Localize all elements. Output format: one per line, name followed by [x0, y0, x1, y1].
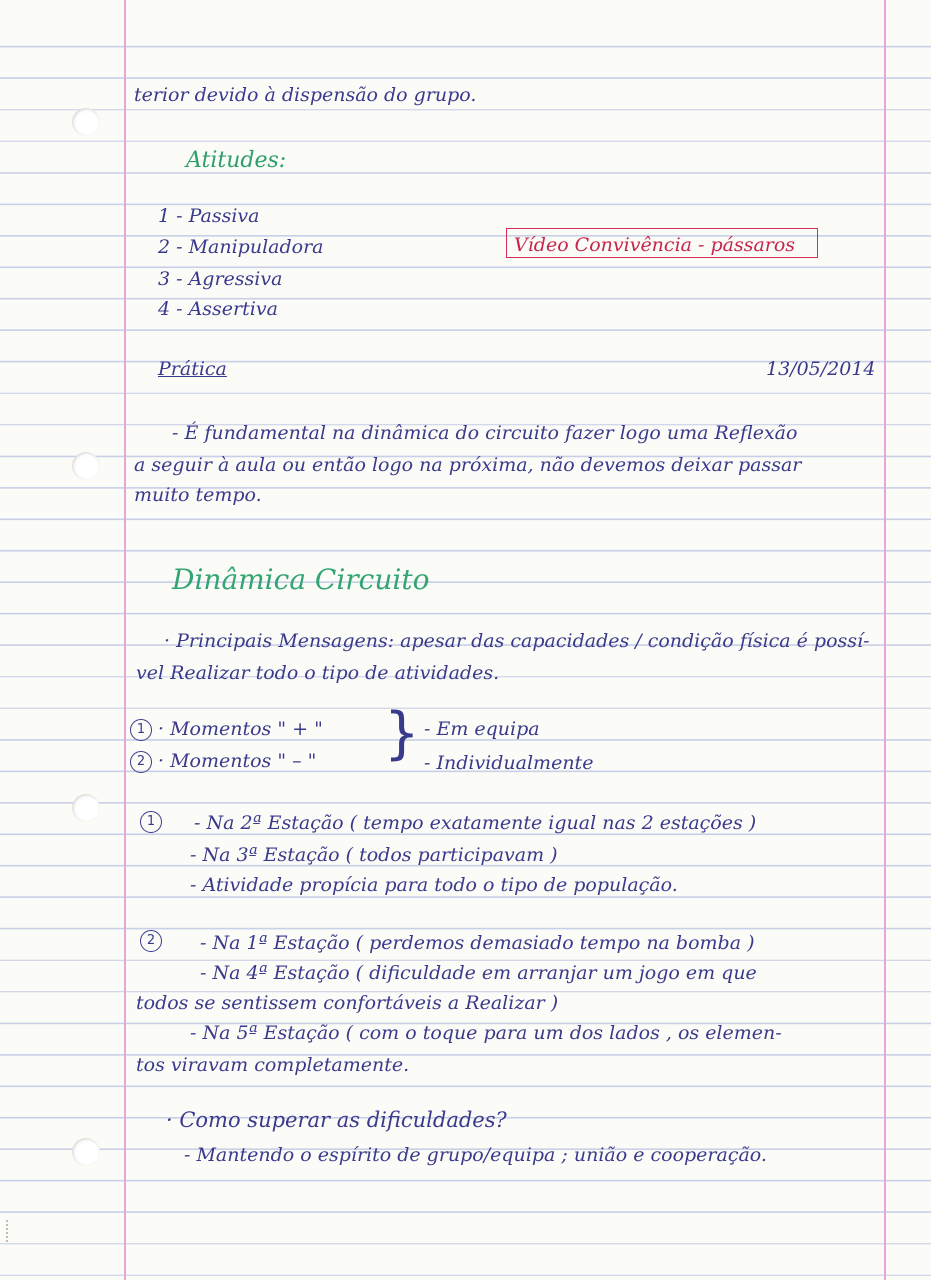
- text-line: - Mantendo o espírito de grupo/equipa ; união e cooperação.: [184, 1144, 767, 1166]
- text-line: - Na 4ª Estação ( dificuldade em arranjar um jogo em que: [200, 962, 757, 984]
- punch-hole: [72, 452, 100, 480]
- heading-dinamica-circuito: Dinâmica Circuito: [172, 563, 430, 596]
- list-item: 2 - Manipuladora: [158, 236, 324, 258]
- text-line: - Na 2ª Estação ( tempo exatamente igual nas 2 estações ): [194, 812, 757, 834]
- heading-atitudes: Atitudes:: [186, 148, 287, 173]
- punch-hole: [72, 108, 100, 136]
- circled-number: 2: [140, 930, 162, 952]
- text-line: · Como superar as dificuldades?: [166, 1108, 507, 1132]
- text-line: tos viravam completamente.: [136, 1054, 410, 1076]
- left-margin-line: [124, 0, 126, 1280]
- text-line: - Na 5ª Estação ( com o toque para um dos lados , os elemen-: [190, 1022, 782, 1044]
- circled-number: 1: [130, 719, 152, 741]
- brace: }: [384, 701, 420, 766]
- text-line: terior devido à dispensão do grupo.: [134, 84, 477, 106]
- list-item: 1 - Passiva: [158, 205, 260, 227]
- text-line: - Individualmente: [424, 752, 594, 774]
- text-line: - Atividade propícia para todo o tipo de população.: [190, 874, 678, 896]
- circled-number: 2: [130, 751, 152, 773]
- text-line: a seguir à aula ou então logo na próxima, não devemos deixar passar: [134, 454, 802, 476]
- punch-hole: [72, 794, 100, 822]
- right-margin-line: [884, 0, 886, 1280]
- text-line: vel Realizar todo o tipo de atividades.: [136, 662, 500, 684]
- text-line: - Na 3ª Estação ( todos participavam ): [190, 844, 558, 866]
- video-label: Vídeo Convivência - pássaros: [514, 234, 796, 256]
- text-line: muito tempo.: [134, 484, 262, 506]
- punch-hole: [72, 1138, 100, 1166]
- date: 13/05/2014: [766, 358, 876, 380]
- text-line: · Momentos " – ": [158, 750, 317, 772]
- list-item: 4 - Assertiva: [158, 298, 278, 320]
- text-line: · Principais Mensagens: apesar das capacidades / condição física é possí-: [164, 630, 870, 652]
- text-line: · Momentos " + ": [158, 718, 323, 740]
- text-line: - Na 1ª Estação ( perdemos demasiado tempo na bomba ): [200, 932, 755, 954]
- edge-dots: [6, 1220, 11, 1242]
- list-item: 3 - Agressiva: [158, 268, 283, 290]
- text-line: - É fundamental na dinâmica do circuito fazer logo uma Reflexão: [172, 422, 798, 444]
- circled-number: 1: [140, 811, 162, 833]
- text-line: - Em equipa: [424, 718, 540, 740]
- heading-pratica: Prática: [158, 358, 227, 380]
- text-line: todos se sentissem confortáveis a Realizar ): [136, 992, 559, 1014]
